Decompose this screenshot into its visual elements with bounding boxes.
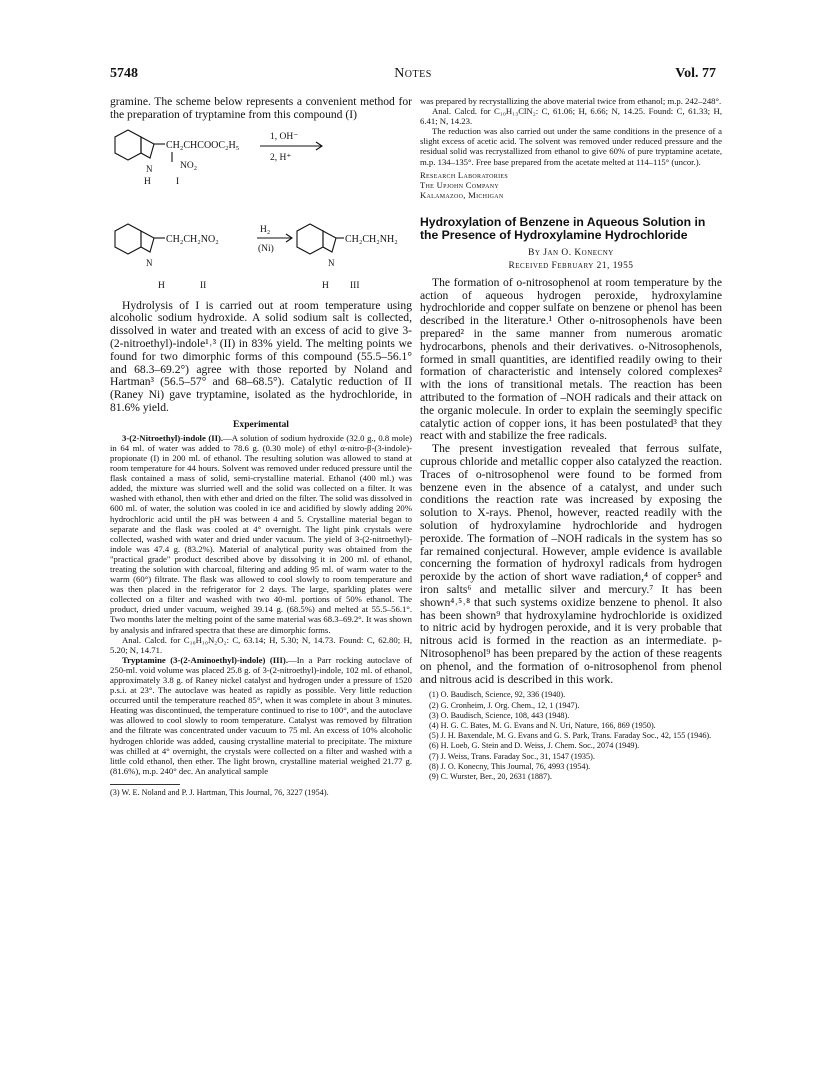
reaction-scheme [110,124,412,296]
received-date: Received February 21, 1955 [508,260,634,271]
author-byline: By Jan O. Konecny [528,247,614,258]
reference-4: (4) H. G. C. Bates, M. G. Evans and N. Uri, Nature, 166, 869 (1950). [429,720,656,730]
scheme-arrow2-reagent: H₂ [260,224,271,235]
affiliation-line-2: The Upjohn Company [420,179,500,190]
scheme-substituent-2: CH₂CH₂NO₂ [166,233,219,245]
scheme-label-2: II [200,280,207,291]
reference-5: (5) J. H. Baxendale, M. G. Evans and G. S. Park, Trans. Faraday Soc., 42, 155 (1946). [429,731,712,741]
affiliation-line-3: Kalamazoo, Michigan [420,189,504,200]
affiliation [420,170,722,200]
procedure-nitroethylindole-text: —A solution of sodium hydroxide (32.0 g., 0.8 mole) in 64 ml. of water was added to 78.6 g. (0.30 mole) of ethyl α-nitro-β-(3-indole)-propionate (I) in 200 ml. of ethanol. The resulting solution was allowed to stand at room temperature for 44 hours. Solvent was removed under reduced pressure until the flask contained a mass of solid, semi-crystalline material. Ethanol (400 ml.) was added, the mixture was slurried well and the solid was collected on a filter. It was washed with ethanol, then with ether and dried on the filter. The solid was dissolved in 600 ml. of water, the solution was cooled in ice and acidified by slowly adding 20% hydrochloric acid until the pH was between 4 and 5. Crystalline material began to separate and the flask was cooled at 4° overnight. The light pink crystals were collected, washed with water and dried under vacuum. The yield of 3-(2-nitroethyl)-indole was 47.4 g. (83.2%). Material of analytical purity was obtained from the "practical grade" product described above by dissolving it in 200 ml. of ethanol, treating the solution with charcoal, filtering and adding 95 ml. of warm water to the warm (60°) filtrate. The flask was allowed to cool slowly to room temperature and was then placed in the refrigerator for 2 days. The large, sparkling plates were collected on a filter and washed with two 40-ml. portions of 50% ethanol. The product, dried under vacuum, weighed 39.14 g. (68.5%) and melted at 55.5–56.1°. Two months later the melting point of the same material was 68.3–69.2°. It was shown by analysis and infrared spectra that these are dimorphic forms. [110,432,412,635]
scheme-substituent-1: CH₂CHCOOC₂H₅ [166,139,240,151]
analysis-1: Anal. Calcd. for C₁₀H₁₀N₂O₂: C, 63.14; H, 5.30; N, 14.73. Found: C, 62.80; H, 5.20; N, 14.71. [110,634,412,655]
page-number: 5748 [110,66,138,81]
footnote-3: (3) W. E. Noland and P. J. Hartman, This Journal, 76, 3227 (1954). [110,787,329,797]
article-title: Hydroxylation of Benzene in Aqueous Solution in the Presence of Hydroxylamine Hydrochloride [420,214,706,243]
affiliation-line-1: Research Laboratories [420,169,508,180]
procedure-tryptamine-text: —In a Parr rocking autoclave of 250-ml. void volume was placed 25.8 g. of 3-(2-nitroethyl)-indole, 102 ml. of ethanol, approximately 3.8 g. of Raney nickel catalyst and hydrogen under a pressure of 1520 p.s.i. at 23°. The autoclave was heated as rapidly as possible. Very little reduction occurred until the temperature reached 85°, when it was complete in about 3 minutes. Heating was discontinued, the temperature continued to rise to 100°, and the autoclave was allowed to cool slowly to room temperature. Catalyst was removed by filtration and the filtrate was concentrated under vacuum to 75 ml. An excess of 10% alcoholic hydrogen chloride was added, causing crystalline material to precipitate. The mixture was chilled at 4° overnight, the crystals were collected on a filter and washed with a little cold ethanol, then ether. The light brown, crystalline material weighed 21.77 g. (81.6%), m.p. 240° dec. An analytical sample [110,654,413,776]
procedure-nitroethylindole-label: 3-(2-Nitroethyl)-indole (II). [122,432,224,443]
page-header [110,66,716,84]
experimental-heading: Experimental [233,418,289,430]
volume-number: Vol. 77 [675,66,716,81]
procedure-nitroethylindole [110,433,412,635]
continued-text: was prepared by recrystallizing the above material twice from ethanol; m.p. 242–248°. [420,96,722,106]
scheme-substituent-3: CH₂CH₂NH₂ [345,233,398,245]
scheme-step-2: 2, H⁺ [270,152,292,163]
scheme-step-1: 1, OH⁻ [270,131,299,142]
scheme-nh-2: H [158,280,165,291]
left-column [110,96,412,798]
scheme-substituent-1b: NO₂ [180,160,198,171]
scheme-label-1: I [176,176,180,187]
reference-3: (3) O. Baudisch, Science, 108, 443 (1948). [429,710,570,720]
analysis-2: Anal. Calcd. for C₁₀H₁₃ClN₂: C, 61.06; H, 6.66; N, 14.25. Found: C, 61.33; H, 6.41; N, 14.23. [420,106,722,127]
scheme-n-1: N [146,163,153,174]
scheme-nh-1: H [144,176,151,187]
reaction-scheme-drawing [110,124,412,296]
reference-list [420,690,722,782]
article-paragraph-1: The formation of o-nitrosophenol at room temperature by the action of aqueous hydrogen peroxide, hydroxylamine hydrochloride and copper sulfate on benzene or phenol has been described in the literature.¹ Other o-nitrosophenols have been prepared² in the same manner from numerous aromatic hydrocarbons, phenols and their derivatives. o-Nitrosophenols, formed in small quantities, are identified readily owing to their formation of characteristic and intensely colored complexes² with the ions of transitional metals. The reaction has been attributed to the formation of –NOH radicals and their attack on the organic molecule. In order to explain the seemingly specific catalytic action of copper ions, it has been postulated³ that they react with and stabilize the free radicals. [420,275,722,443]
procedure-tryptamine-label: Tryptamine (3-(2-Aminoethyl)-indole) (III). [122,654,288,665]
reference-9: (9) C. Wurster, Ber., 20, 2631 (1887). [429,771,552,781]
reference-1: (1) O. Baudisch, Science, 92, 336 (1940). [429,690,566,700]
reference-8: (8) J. O. Konecny, This Journal, 76, 4993 (1954). [429,761,591,771]
scheme-arrow2-catalyst: (Ni) [258,243,274,254]
reference-2: (2) G. Cronheim, J. Org. Chem., 12, 1 (1947). [429,700,580,710]
discussion-paragraph: Hydrolysis of I is carried out at room temperature using alcoholic sodium hydroxide. A solid sodium salt is collected, dissolved in water and treated with an excess of acid to give 3-(2-nitroethyl)-indole¹˒³ (II) in 83% yield. The melting points we found for two dimorphic forms of this compound (55.5–56.1° and 68.3–69.2°) agree with those reported by Noland and Hartman³ (56.5–57° and 68–68.5°). Catalytic reduction of II (Raney Ni) gave tryptamine, isolated as the hydrochloride, in 81.6% yield. [110,298,412,414]
scheme-nh-3: H [322,280,329,291]
reference-7: (7) J. Weiss, Trans. Faraday Soc., 31, 1547 (1935). [429,751,595,761]
intro-paragraph: gramine. The scheme below represents a convenient method for the preparation of tryptamine from this compound (I) [110,95,412,121]
footnote-rule [110,784,180,785]
article-paragraph-2: The present investigation revealed that ferrous sulfate, cuprous chloride and metallic copper also catalyzed the reaction. Traces of o-nitrosophenol were found to be formed from benzene even in the absence of a catalyst, and under such conditions the reaction rate was increased by exposing the solution to X-rays. Phenol, however, reacted readily with the solution of hydroxylamine hydrochloride and hydrogen peroxide. The formation of –NOH radicals in the system has so far remained conjectural. However, ample evidence is available concerning the formation of hydroxyl radicals from hydrogen peroxide by the action of short wave radiation,⁴ of copper⁵ and iron salts⁶ and metallic silver and mercury.⁷ It has been shown⁴˒⁵˒⁸ that such systems oxidize benzene to phenol. It also has been shown⁹ that hydroxylamine hydrochloride is oxidized to nitric acid by hydrogen peroxide, and it is very probable that nitrous acid is formed in the reaction as an intermediate. p-Nitrosophenol⁹ has been prepared by the action of these reagents on phenol, and the formation of o-nitrosophenol from phenol and nitrous acid is described in this work. [420,442,722,686]
right-column [420,96,722,782]
acetate-paragraph: The reduction was also carried out under the same conditions in the presence of a slight excess of acetic acid. The solvent was removed under reduced pressure and the residual solid was recrystallized from ethanol to give 60% of pure tryptamine acetate, m.p. 134–135°. Free base prepared from the acetate melted at 114–115° (uncor.). [420,126,722,167]
scheme-n-2: N [146,257,153,268]
scheme-n-3: N [328,257,335,268]
section-name: Notes [394,66,432,81]
procedure-tryptamine [110,655,412,776]
scheme-label-3: III [350,280,360,291]
reference-6: (6) H. Loeb, G. Stein and D. Weiss, J. Chem. Soc., 2074 (1949). [429,741,640,751]
